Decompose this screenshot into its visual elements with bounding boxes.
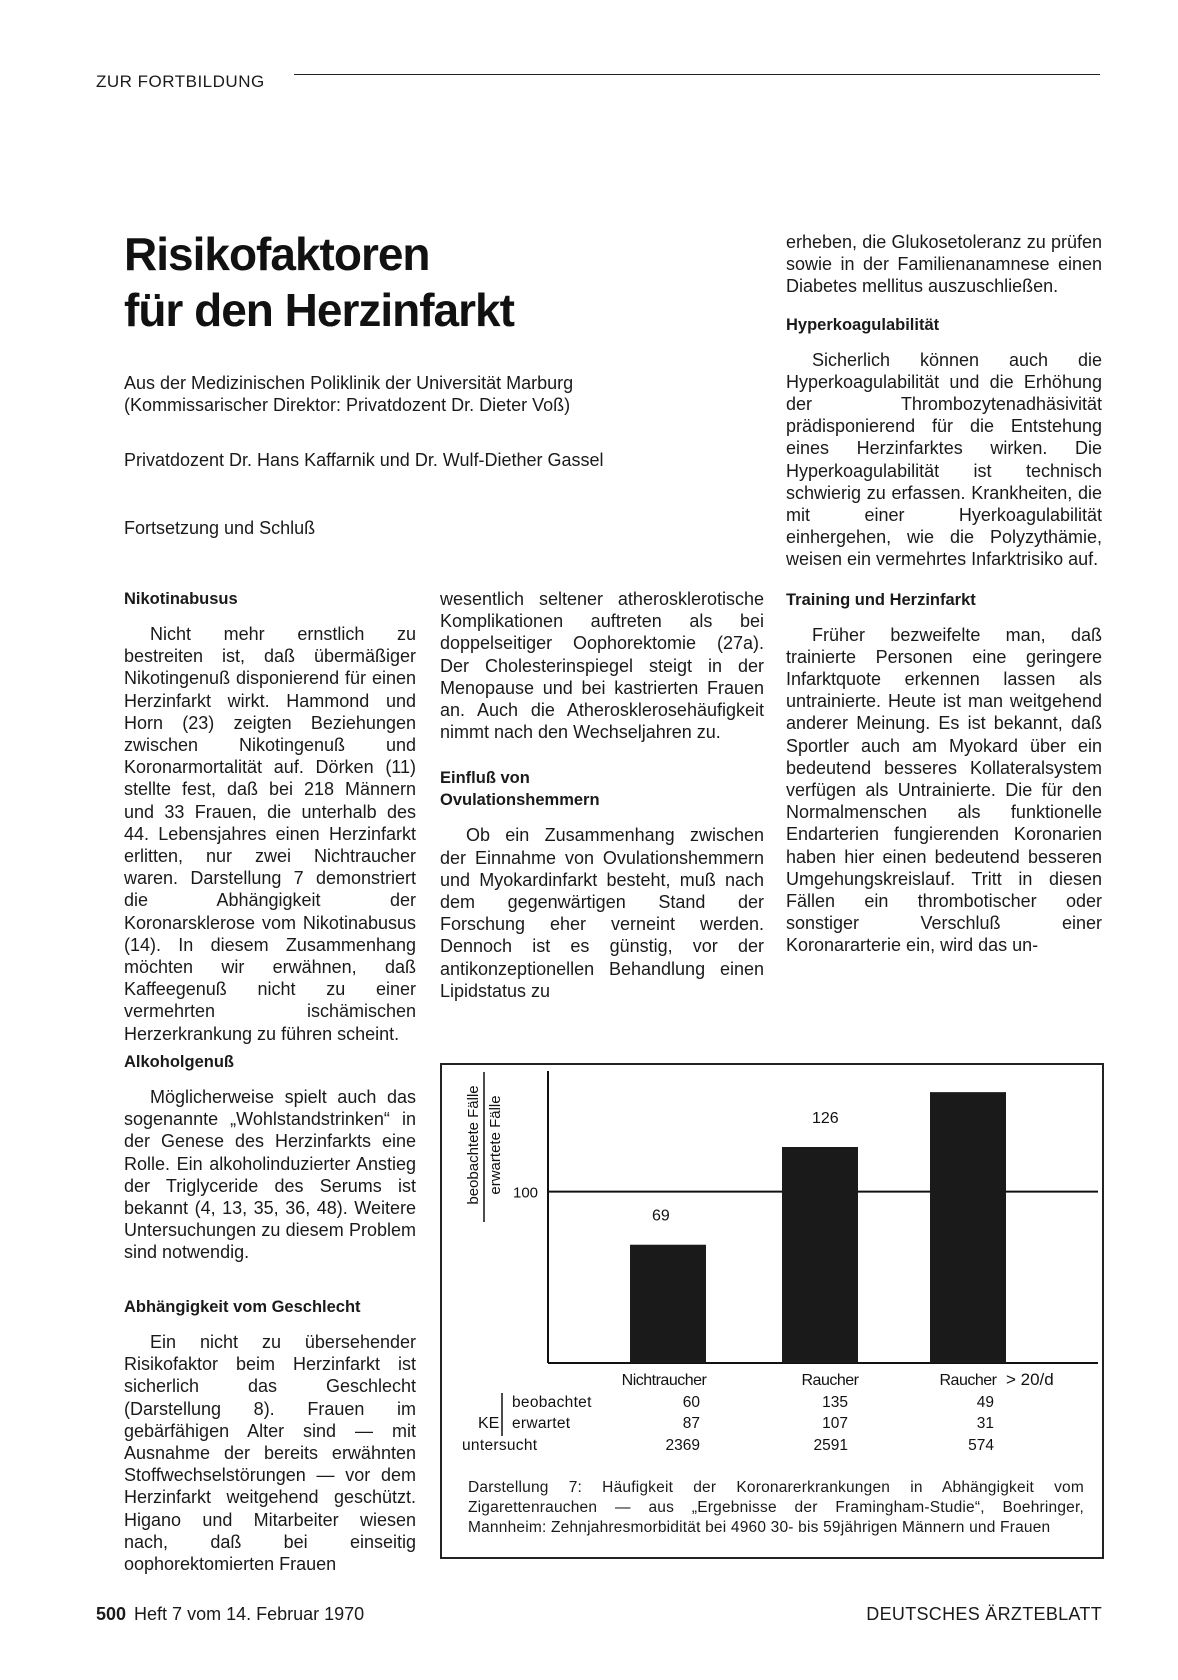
table-cell-3-3: 574 <box>968 1437 994 1454</box>
authors: Privatdozent Dr. Hans Kaffarnik und Dr. Wulf-Diether Gassel <box>124 450 604 470</box>
heading-hyperkoagulabilitaet: Hyperkoagulabilität <box>786 315 940 334</box>
figure-caption: Darstellung 7: Häufigkeit der Koronarerkrankungen in Abhängigkeit vom Zigarettenrauchen — aus „Ergebnisse der Framingham-Studie“, Boehringer, Mannheim: Zehnjahresmorbidität bei 4960 30- bis 59jährigen Männern und Frauen <box>468 1479 1084 1536</box>
bar-1 <box>630 1245 706 1363</box>
paragraph-glukose: erheben, die Glukosetoleranz zu prüfen sowie in der Familienanamnese einen Diabetes mellitus auszuschließen. <box>786 232 1102 297</box>
category-label-2: Raucher <box>801 1372 859 1389</box>
affiliation-line-2: (Kommissarischer Direktor: Privatdozent Dr. Dieter Voß) <box>124 395 571 415</box>
paragraph-nikotinabusus: Nicht mehr ernstlich zu bestreiten ist, daß übermäßiger Nikotingenuß disponierend für einen Herzinfarkt wirkt. Hammond und Horn (23) zeigten Beziehungen zwischen Nikotingenuß und Koronarmortalität auf. Dörken (11) stellte fest, daß bei 218 Männern und 33 Frauen, die unterhalb des 44. Lebensjahres einen Herzinfarkt erlitten, nur zwei Nichtraucher waren. Darstellung 7 demonstriert die Abhängigkeit der Koronarsklerose vom Nikotinabusus (14). In diesem Zusammenhang möchten wir erwähnen, daß Kaffeegenuß nicht zu einer vermehrten ischämischen Herzerkrankung zu führen scheint. <box>124 624 416 1044</box>
table-group-label: KE <box>478 1415 500 1432</box>
table-cell-3-1: 2369 <box>665 1437 700 1454</box>
y-axis-label-numerator: beobachtete Fälle <box>465 1085 482 1205</box>
running-head: ZUR FORTBILDUNG <box>96 72 265 91</box>
paragraph-alkoholgenuss: Möglicherweise spielt auch das sogenannte „Wohlstandstrinken“ in der Genese des Herzinfarkts eine Rolle. Ein alkoholinduzierter Anstieg der Triglyceride des Serums ist bekannt (4, 13, 35, 36, 48). Weitere Untersuchungen zu diesem Problem sind notwendig. <box>124 1087 416 1263</box>
bar-value-label-1: 69 <box>652 1207 670 1225</box>
affiliation-line-1: Aus der Medizinischen Poliklinik der Universität Marburg <box>124 373 574 393</box>
bar-3 <box>930 1092 1006 1363</box>
table-cell-3-2: 2591 <box>813 1437 848 1454</box>
heading-nikotinabusus: Nikotinabusus <box>124 590 238 608</box>
heading-geschlecht: Abhängigkeit vom Geschlecht <box>124 1298 361 1316</box>
paragraph-geschlecht: Ein nicht zu übersehender Risikofaktor beim Herzinfarkt ist sicherlich das Geschlecht (Darstellung 8). Frauen im gebärfähigen Alter sind — mit Ausnahme der bereits erwähnten Stoffwechselstörungen — vor dem Herzinfarkt weitgehend geschützt. Higano und Mitarbeiter wiesen nach, daß bei einseitig oophorektomierten Frauen <box>124 1332 416 1575</box>
heading-alkoholgenuss: Alkoholgenuß <box>124 1053 234 1071</box>
table-cell-1-2: 135 <box>822 1394 848 1411</box>
category-label-3: Raucher <box>939 1372 997 1389</box>
paragraph-training: Früher bezweifelte man, daß trainierte Personen eine geringere Infarktquote erkennen lassen als untrainierte. Heute ist man weitgehend anderer Meinung. Es ist bekannt, daß Sportler auch am Myokard über ein bedeutend besseres Kollateralsystem verfügen als Untrainierte. Die für den Normalmenschen als funktionelle Endarterien fungierenden Koronarien haben hier einen bedeutend besseren Umgehungskreislauf. Tritt in diesen Fällen ein thrombotischer oder sonstiger Verschluß einer Koronararterie ein, wird das un- <box>786 624 1102 956</box>
title-line-1: Risikofaktoren <box>124 228 430 280</box>
continuation-note: Fortsetzung und Schluß <box>124 518 316 538</box>
table-row-label-1: beobachtet <box>512 1394 592 1411</box>
table-cell-2-2: 107 <box>822 1415 848 1432</box>
title-line-2: für den Herzinfarkt <box>124 284 514 336</box>
paragraph-menopause: wesentlich seltener atherosklerotische Komplikationen auftreten als bei doppelseitiger Oophorektomie (27a). Der Cholesterinspiegel steigt in der Menopause und bei kastrierten Frauen an. Auch die Atherosklerosehäufigkeit nimmt nach den Wechseljahren zu. <box>440 589 764 743</box>
page-number: 500 <box>96 1604 127 1624</box>
issue-info: Heft 7 vom 14. Februar 1970 <box>134 1604 365 1624</box>
bar-2 <box>782 1147 858 1363</box>
table-row-label-3: untersucht <box>462 1437 538 1454</box>
paragraph-ovulationshemmer: Ob ein Zusammenhang zwischen der Einnahme von Ovulationshemmern und Myokardinfarkt besteht, muß nach dem gegenwärtigen Stand der Forschung eher verneint werden. Dennoch ist es günstig, vor der antikonzeptionellen Behandlung einen Lipidstatus zu <box>440 825 764 1001</box>
table-row-label-2: erwartet <box>512 1415 571 1432</box>
table-cell-2-3: 31 <box>976 1415 994 1432</box>
table-cell-1-1: 60 <box>682 1394 700 1411</box>
heading-training: Training und Herzinfarkt <box>786 590 976 609</box>
journal-name: DEUTSCHES ÄRZTEBLATT <box>866 1604 1102 1624</box>
table-cell-2-1: 87 <box>682 1415 700 1432</box>
category-label-1: Nichtraucher <box>621 1372 707 1389</box>
reference-line-label: 100 <box>513 1184 539 1202</box>
table-cell-1-3: 49 <box>976 1394 994 1411</box>
paragraph-hyperkoagulabilitaet: Sicherlich können auch die Hyperkoagulabilität und die Erhöhung der Thrombozytenadhäsivität prädisponierend für die Entstehung eines Herzinfarktes wirken. Die Hyperkoagulabilität ist technisch schwierig zu erfassen. Krankheiten, die mit einer Hyerkoagulabilität einhergehen, wie die Polyzythämie, weisen ein vermehrtes Infarktrisiko auf. <box>786 349 1102 570</box>
bar-value-label-2: 126 <box>812 1110 839 1127</box>
heading-ovulationshemmer-1: Einfluß von <box>440 769 530 788</box>
heading-ovulationshemmer-2: Ovulationshemmern <box>440 791 600 810</box>
footer-left <box>96 1604 364 1625</box>
category-suffix-3: > 20/d <box>1006 1370 1054 1389</box>
y-axis-label-denominator: erwartete Fälle <box>487 1095 504 1195</box>
